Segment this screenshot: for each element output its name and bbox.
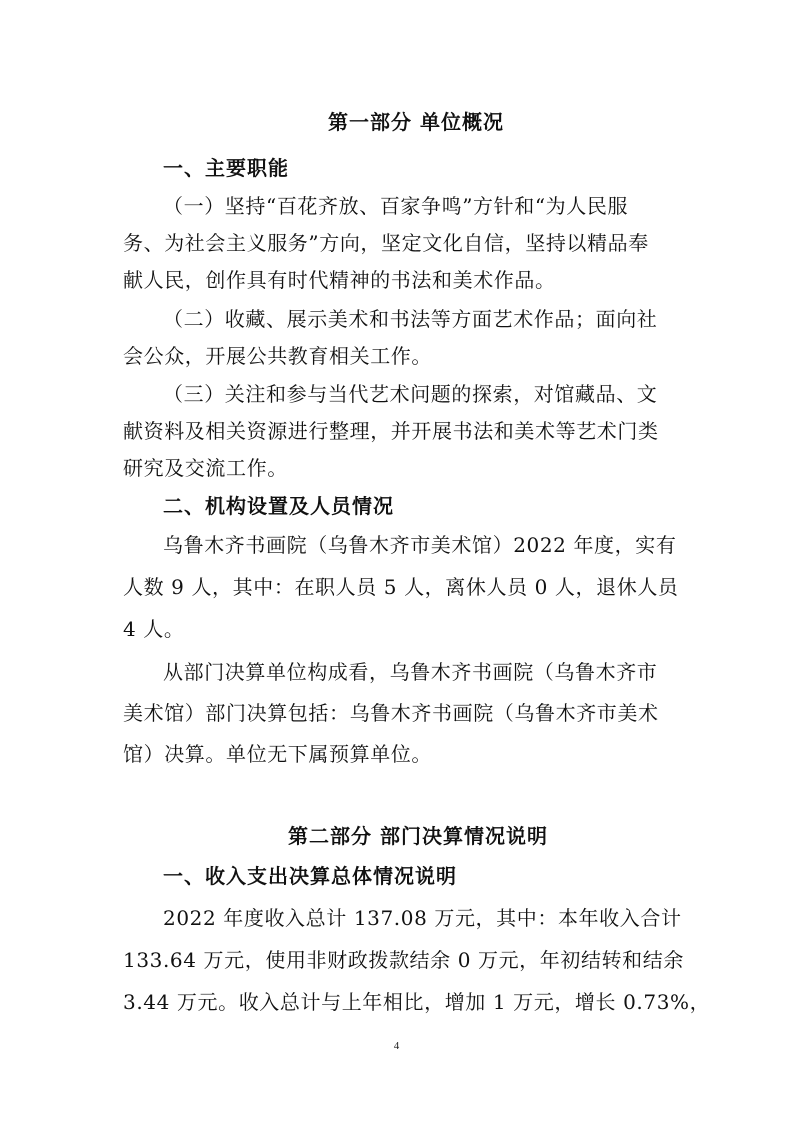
page-number: 4 bbox=[393, 1040, 400, 1052]
paragraph-line: 2022 年度收入总计 137.08 万元，其中：本年收入合计 bbox=[163, 906, 682, 930]
paragraph-line: 务、为社会主义服务”方向，坚定文化自信，坚持以精品奉 bbox=[123, 231, 649, 255]
paragraph-line: 研究及交流工作。 bbox=[123, 456, 288, 480]
section-heading-income-expense: 一、收入支出决算总体情况说明 bbox=[163, 864, 457, 888]
part2-title: 第二部分 部门决算情况说明 bbox=[288, 824, 548, 848]
paragraph-line: 乌鲁木齐书画院（乌鲁木齐市美术馆）2022 年度，实有 bbox=[163, 533, 677, 557]
paragraph-line: 美术馆）部门决算包括：乌鲁木齐书画院（乌鲁木齐市美术 bbox=[123, 701, 659, 725]
paragraph-line: 3.44 万元。收入总计与上年相比，增加 1 万元，增长 0.73%， bbox=[123, 990, 711, 1014]
paragraph-line: 从部门决算单位构成看，乌鲁木齐书画院（乌鲁木齐市 bbox=[163, 660, 658, 684]
paragraph-line: （一）坚持“百花齐放、百家争鸣”方针和“为人民服 bbox=[163, 194, 629, 218]
section-heading-main-functions: 一、主要职能 bbox=[163, 156, 289, 180]
paragraph-line: 4 人。 bbox=[123, 617, 185, 641]
paragraph-line: （三）关注和参与当代艺术问题的探索，对馆藏品、文 bbox=[163, 382, 658, 406]
paragraph-line: 133.64 万元，使用非财政拨款结余 0 万元，年初结转和结余 bbox=[123, 948, 684, 972]
paragraph-line: （二）收藏、展示美术和书法等方面艺术作品；面向社 bbox=[163, 307, 658, 331]
paragraph-line: 馆）决算。单位无下属预算单位。 bbox=[123, 742, 432, 766]
paragraph-line: 献人民，创作具有时代精神的书法和美术作品。 bbox=[123, 268, 556, 292]
part1-title: 第一部分 单位概况 bbox=[328, 110, 504, 134]
paragraph-line: 献资料及相关资源进行整理，并开展书法和美术等艺术门类 bbox=[123, 419, 659, 443]
paragraph-line: 会公众，开展公共教育相关工作。 bbox=[123, 344, 432, 368]
section-heading-organization: 二、机构设置及人员情况 bbox=[163, 494, 394, 518]
paragraph-line: 人数 9 人，其中：在职人员 5 人，离休人员 0 人，退休人员 bbox=[123, 575, 679, 599]
